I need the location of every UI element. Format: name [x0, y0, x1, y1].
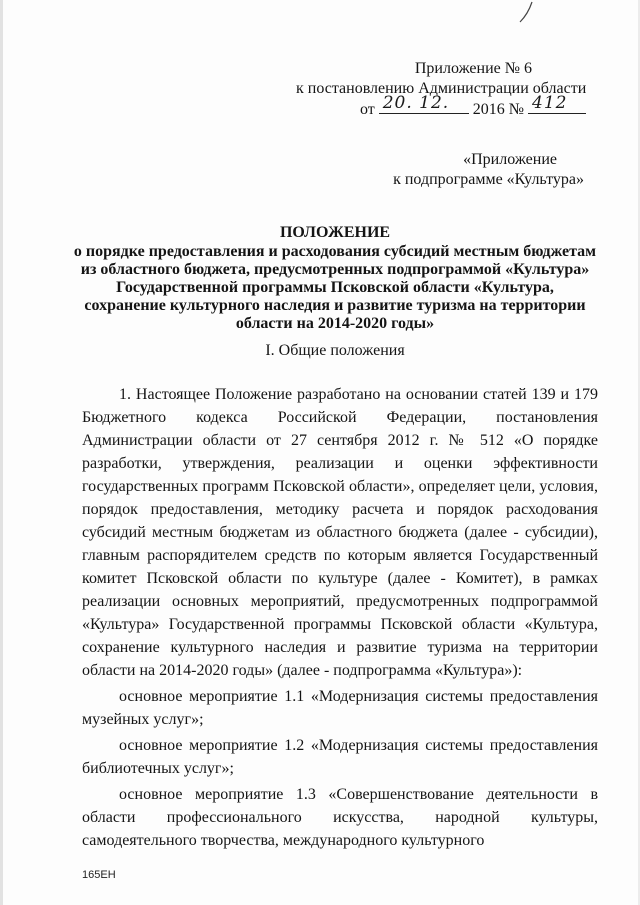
- year: 2016: [472, 101, 505, 118]
- annex-line-2: к подпрограмме «Культура»: [393, 171, 584, 188]
- title-line: о порядке предоставления и расходования субсидий местным бюджетам: [73, 243, 597, 260]
- handwritten-number: 412: [532, 93, 568, 113]
- footer-code: 165ЕН: [82, 869, 116, 881]
- appendix-number: Приложение № 6: [414, 60, 532, 77]
- paragraph-1: 1. Настоящее Положение разработано на основании статей 139 и 179 Бюджетного кодекса Российской Федерации, постановления Администрации области от 27 сентября 2012 г. № 512 «О порядке разработки, утверждения, реализации и оценки эффективности государственных программ Псковской области», определяет цели, условия, порядок предоставления, методику расчета и порядок расходования субсидий местным бюджетам из областного бюджета (далее - субсидии), главным распорядителем средств по которым является Государственный комитет Псковской области по культуре (далее - Комитет), в рамках реализации основных мероприятий, предусмотренных подпрограммой «Культура» Государственной программы Псковской области «Культура, сохранение культурного наследия и развитие туризма на территории области на 2014-2020 годы» (далее - подпрограмма «Культура»):: [82, 386, 598, 679]
- title-line: Государственной программы Псковской области «Культура,: [116, 279, 554, 296]
- section-heading: I. Общие положения: [265, 342, 405, 359]
- document-title: [70, 224, 600, 333]
- list-item: основное мероприятие 1.1 «Модернизация системы предоставления музейных услуг»;: [82, 688, 598, 728]
- scan-edge-left: [0, 0, 3, 905]
- document-body: [82, 383, 598, 852]
- list-item: основное мероприятие 1.2 «Модернизация системы предоставления библиотечных услуг»;: [82, 737, 598, 777]
- pen-mark-icon: [506, 0, 546, 30]
- date-prefix: от: [359, 101, 375, 118]
- date-blank: [379, 93, 469, 114]
- title-main: ПОЛОЖЕНИЕ: [279, 224, 391, 241]
- handwritten-date: 20. 12.: [382, 93, 450, 113]
- title-line: области на 2014-2020 годы»: [235, 315, 435, 332]
- list-item: основное мероприятие 1.3 «Совершенствование деятельности в области профессионального искусства, народной культуры, самодеятельного творчества, международного культурного: [82, 786, 598, 849]
- annex-reference: [393, 150, 584, 190]
- resolution-date-row: [296, 93, 586, 120]
- annex-line-1: «Приложение: [463, 151, 557, 168]
- title-line: сохранение культурного наследия и развитие туризма на территории: [84, 297, 586, 314]
- number-sign: №: [508, 101, 524, 118]
- resolution-reference: к постановлению Администрации области: [296, 80, 587, 97]
- title-line: из областного бюджета, предусмотренных подпрограммой «Культура»: [80, 261, 590, 278]
- attachment-header: [296, 59, 586, 120]
- number-blank: [528, 93, 586, 114]
